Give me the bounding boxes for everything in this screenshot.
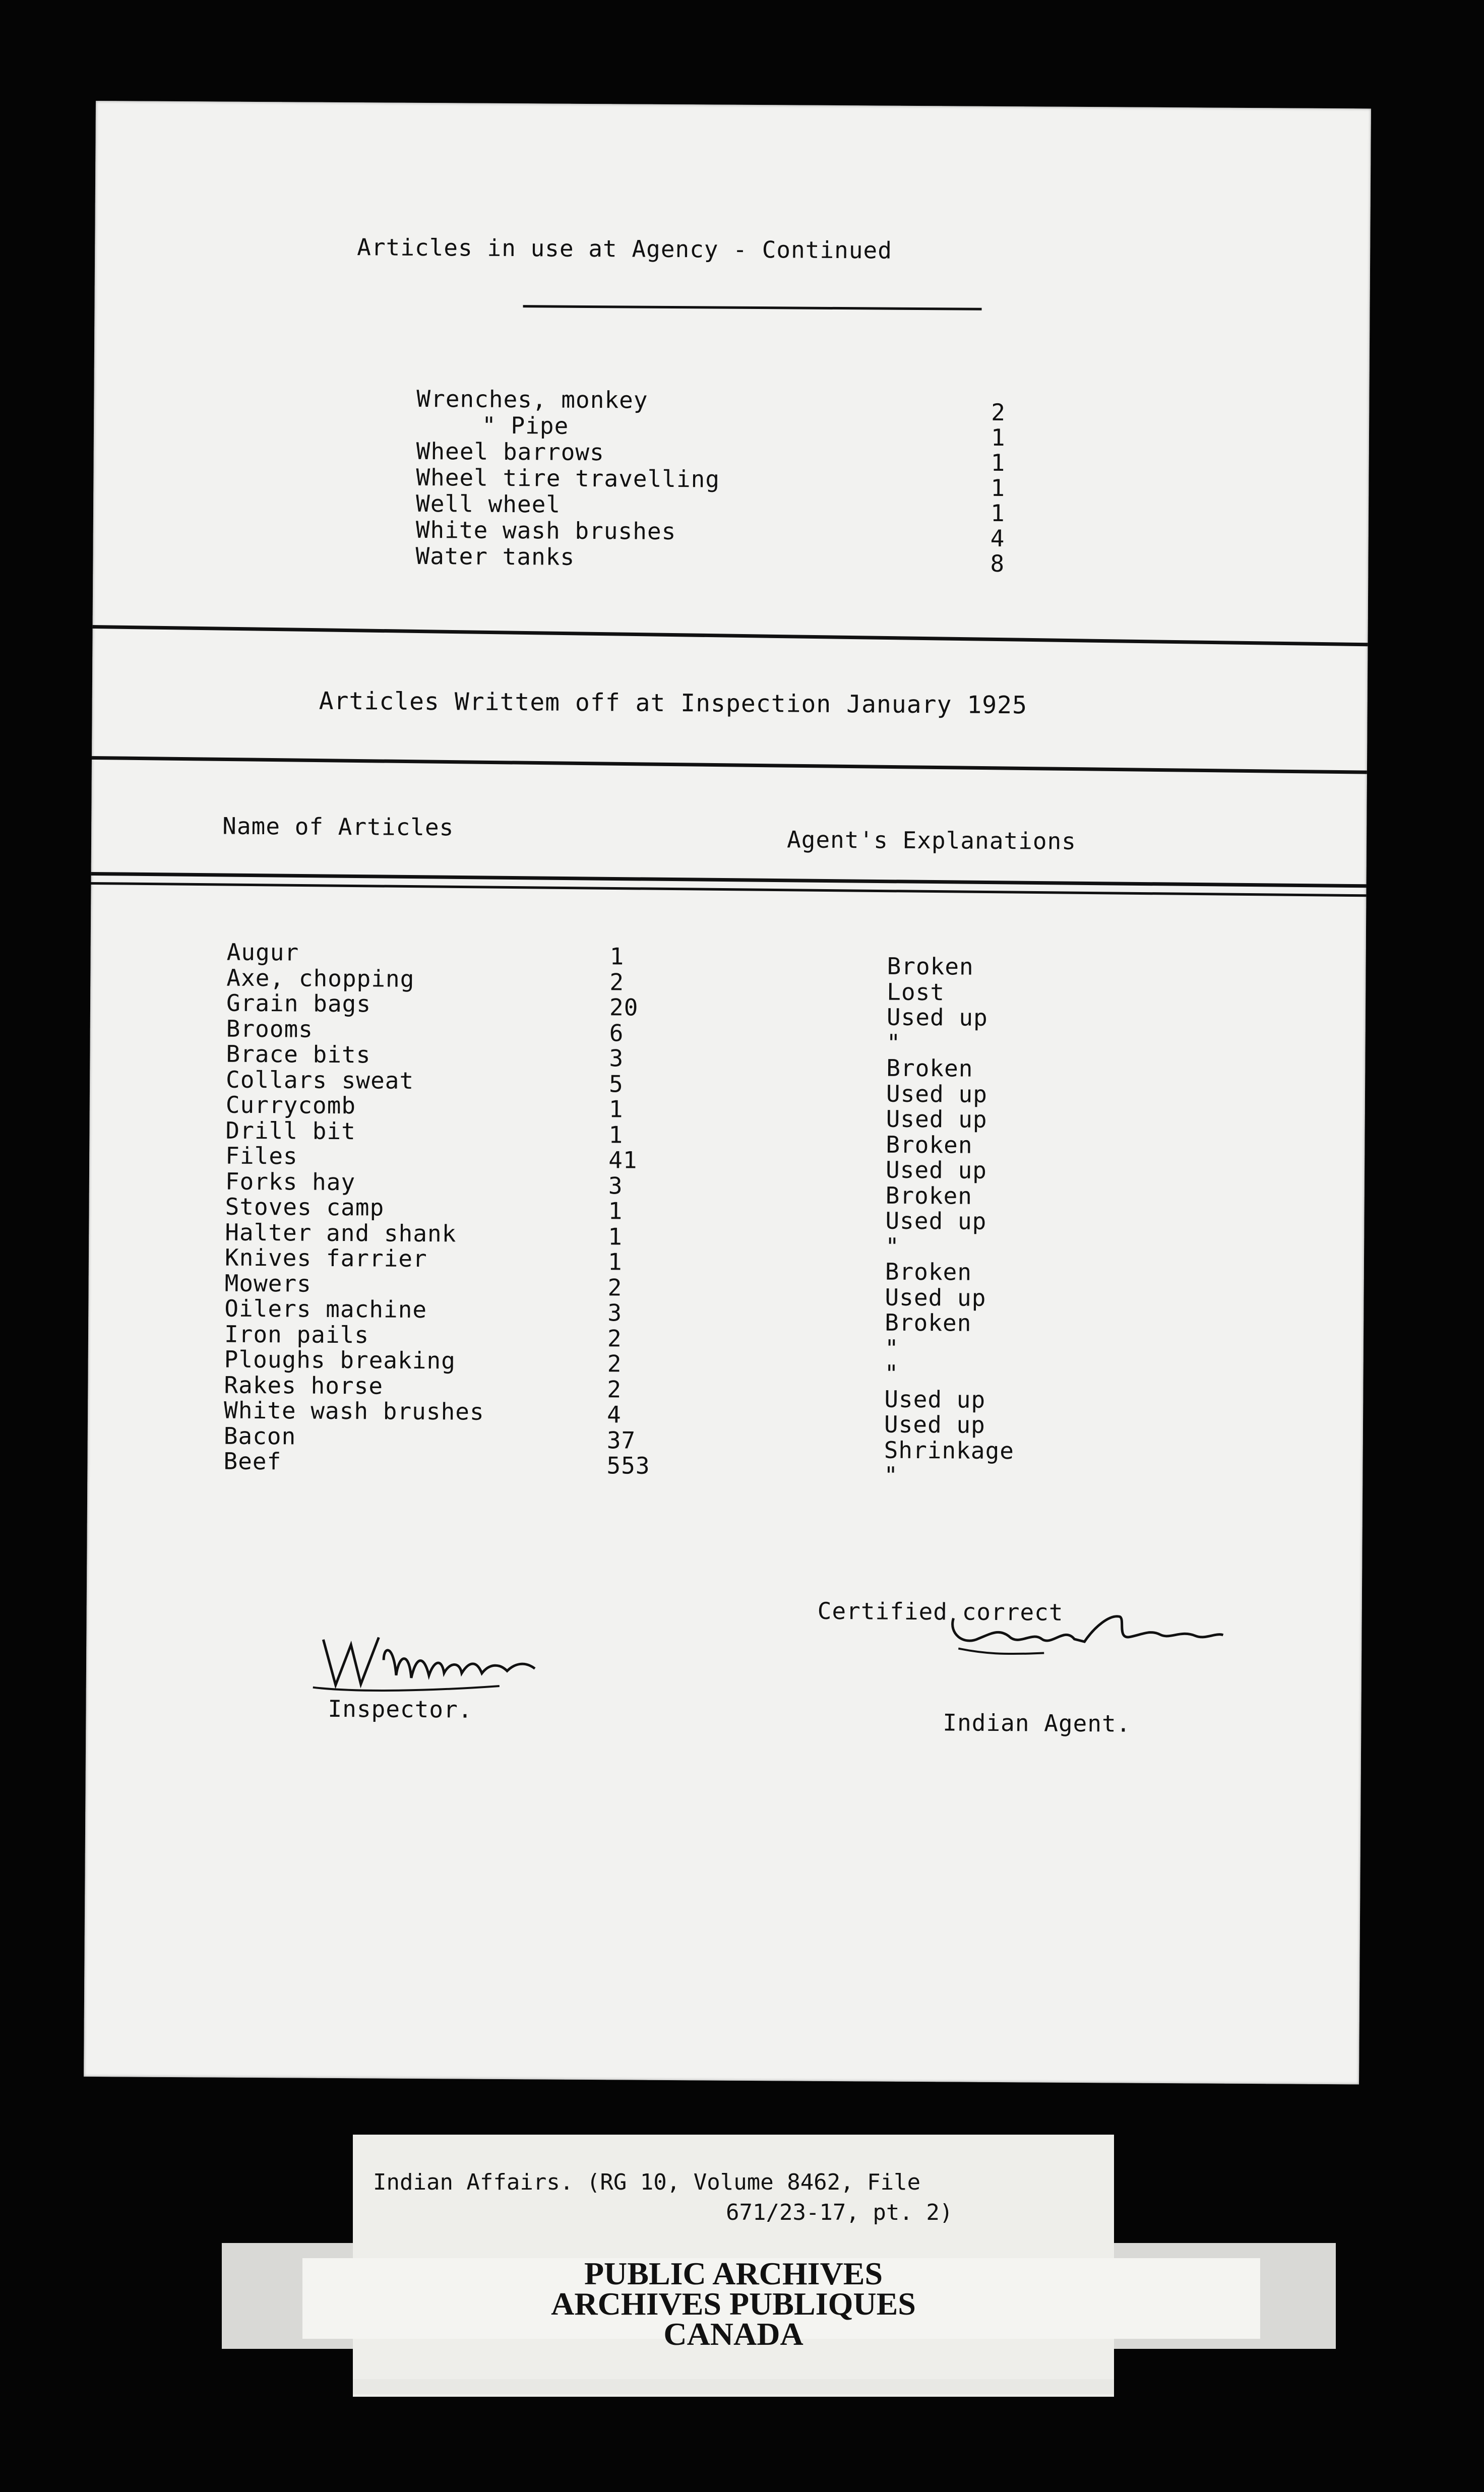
written-off-item-explanation: Broken bbox=[885, 1309, 972, 1337]
written-off-item-name: Brace bits bbox=[226, 1040, 371, 1069]
archives-stamp-line: PUBLIC ARCHIVES bbox=[584, 2256, 883, 2291]
written-off-item-explanation: Used up bbox=[884, 1410, 986, 1439]
written-off-item-explanation: Used up bbox=[886, 1105, 987, 1133]
written-off-item-qty: 1 bbox=[609, 943, 625, 970]
written-off-item-name: Ploughs breaking bbox=[224, 1345, 456, 1375]
agency-item-name: Water tanks bbox=[415, 542, 575, 571]
written-off-item-explanation: Broken bbox=[886, 1131, 973, 1159]
written-off-item-explanation: " bbox=[885, 1232, 900, 1260]
written-off-item-name: White wash brushes bbox=[223, 1396, 484, 1425]
typed-page bbox=[84, 101, 1371, 2084]
archive-reference-line2: 671/23-17, pt. 2) bbox=[726, 2200, 953, 2225]
written-off-item-qty: 6 bbox=[609, 1019, 624, 1047]
agent-signature bbox=[943, 1598, 1226, 1670]
written-off-item-explanation: Used up bbox=[885, 1156, 987, 1184]
written-off-item-qty: 553 bbox=[606, 1452, 650, 1479]
written-off-item-name: Files bbox=[225, 1142, 298, 1170]
written-off-item-name: Rakes horse bbox=[224, 1371, 384, 1400]
written-off-item-name: Forks hay bbox=[225, 1167, 356, 1196]
written-off-item-name: Axe, chopping bbox=[226, 964, 415, 992]
written-off-item-explanation: Used up bbox=[886, 1003, 988, 1031]
written-off-item-explanation: Used up bbox=[885, 1207, 987, 1235]
agency-item-qty: 1 bbox=[991, 449, 1006, 477]
written-off-item-explanation: " bbox=[884, 1359, 899, 1387]
written-off-item-qty: 1 bbox=[608, 1223, 623, 1251]
written-off-item-qty: 41 bbox=[608, 1146, 638, 1174]
written-off-item-explanation: Broken bbox=[885, 1258, 972, 1286]
written-off-item-name: Augur bbox=[226, 938, 299, 966]
written-off-item-explanation: Broken bbox=[886, 1054, 973, 1082]
agency-item-qty: 4 bbox=[990, 524, 1005, 552]
archive-reference-line1: Indian Affairs. (RG 10, Volume 8462, File bbox=[373, 2169, 921, 2195]
written-off-item-name: Knives farrier bbox=[224, 1243, 427, 1273]
written-off-item-qty: 2 bbox=[607, 1325, 622, 1352]
written-off-item-qty: 37 bbox=[606, 1426, 636, 1454]
written-off-item-explanation: " bbox=[884, 1461, 899, 1489]
agency-item-name: White wash brushes bbox=[415, 516, 676, 545]
written-off-item-explanation: Lost bbox=[887, 978, 945, 1006]
agency-item-name: Well wheel bbox=[415, 489, 561, 518]
written-off-item-qty: 1 bbox=[608, 1121, 624, 1149]
agency-item-qty: 2 bbox=[991, 398, 1006, 426]
agency-item-name: Wheel barrows bbox=[416, 437, 604, 466]
written-off-item-name: Grain bags bbox=[226, 989, 372, 1018]
written-off-item-qty: 3 bbox=[607, 1299, 623, 1327]
written-off-item-explanation: Shrinkage bbox=[884, 1436, 1015, 1465]
agency-item-qty: 8 bbox=[990, 549, 1005, 578]
continued-heading: Articles in use at Agency - Continued bbox=[357, 233, 893, 264]
written-off-table bbox=[223, 939, 1235, 1549]
written-off-item-name: Brooms bbox=[226, 1015, 314, 1043]
agent-label: Indian Agent. bbox=[943, 1709, 1131, 1737]
written-off-item-qty: 1 bbox=[608, 1095, 624, 1123]
archives-stamp-line: ARCHIVES PUBLIQUES bbox=[551, 2286, 916, 2322]
archive-bottom-strip bbox=[353, 2379, 1114, 2394]
written-off-item-qty: 1 bbox=[607, 1248, 623, 1276]
written-off-item-name: Currycomb bbox=[225, 1091, 356, 1119]
written-off-item-name: Drill bit bbox=[225, 1116, 356, 1145]
written-off-item-name: Bacon bbox=[223, 1422, 296, 1450]
written-off-item-explanation: Used up bbox=[884, 1385, 986, 1413]
written-off-item-qty: 5 bbox=[608, 1070, 624, 1098]
heading-underline bbox=[523, 305, 982, 310]
agency-item-name: " Pipe bbox=[481, 411, 569, 440]
written-off-item-qty: 2 bbox=[609, 968, 625, 996]
section-divider bbox=[93, 625, 1368, 646]
written-off-item-qty: 2 bbox=[607, 1376, 622, 1403]
written-off-item-qty: 4 bbox=[606, 1401, 622, 1428]
agency-item-name: Wheel tire travelling bbox=[416, 463, 720, 493]
inspector-signature bbox=[308, 1625, 550, 1702]
heading-rule bbox=[92, 756, 1367, 774]
col-explanation-header: Agent's Explanations bbox=[786, 826, 1077, 855]
written-off-item-qty: 1 bbox=[608, 1197, 623, 1225]
written-off-item-explanation: Used up bbox=[886, 1080, 988, 1108]
written-off-item-explanation: Used up bbox=[885, 1283, 986, 1312]
written-off-item-name: Mowers bbox=[224, 1269, 312, 1297]
agency-item-qty: 1 bbox=[990, 499, 1005, 527]
archives-stamp-line: CANADA bbox=[663, 2316, 803, 2352]
col-name-header: Name of Articles bbox=[222, 812, 454, 841]
agency-item-name: Wrenches, monkey bbox=[416, 385, 648, 414]
written-off-item-qty: 3 bbox=[609, 1044, 624, 1072]
written-off-item-explanation: Broken bbox=[885, 1181, 973, 1210]
written-off-item-name: Beef bbox=[223, 1447, 282, 1475]
written-off-item-qty: 2 bbox=[607, 1274, 623, 1301]
agency-items-list bbox=[415, 385, 1123, 601]
written-off-heading: Articles Writtem off at Inspection January 1925 bbox=[319, 687, 1028, 720]
written-off-item-name: Stoves camp bbox=[225, 1193, 385, 1221]
written-off-item-explanation: Broken bbox=[887, 952, 974, 980]
written-off-item-qty: 3 bbox=[608, 1172, 623, 1200]
agency-item-qty: 1 bbox=[991, 474, 1006, 502]
written-off-item-name: Collars sweat bbox=[225, 1066, 414, 1094]
inspector-label: Inspector. bbox=[328, 1695, 473, 1723]
written-off-item-explanation: " bbox=[884, 1334, 899, 1362]
written-off-item-name: Oilers machine bbox=[224, 1294, 427, 1324]
certified-label: Certified correct bbox=[817, 1597, 1064, 1626]
archives-stamp bbox=[353, 2258, 1114, 2359]
written-off-item-qty: 2 bbox=[607, 1350, 622, 1378]
written-off-item-name: Iron pails bbox=[224, 1320, 369, 1349]
written-off-item-name: Halter and shank bbox=[225, 1218, 457, 1248]
written-off-item-explanation: " bbox=[886, 1029, 901, 1056]
written-off-item-qty: 20 bbox=[609, 993, 639, 1021]
agency-item-qty: 1 bbox=[991, 423, 1006, 452]
